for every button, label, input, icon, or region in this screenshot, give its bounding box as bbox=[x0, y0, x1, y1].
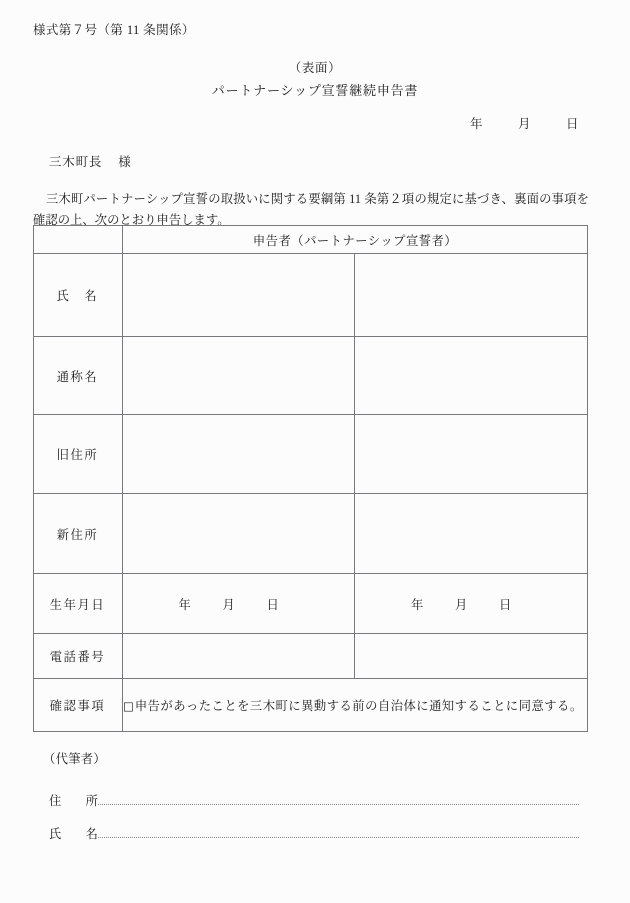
old-address-field-person-a[interactable] bbox=[123, 415, 355, 494]
row-label-old-address: 旧住所 bbox=[34, 415, 123, 494]
row-label-birthdate: 生年月日 bbox=[34, 574, 123, 634]
addressee-line bbox=[49, 152, 132, 170]
proxy-name-input[interactable] bbox=[98, 836, 579, 838]
phone-field-person-a[interactable] bbox=[123, 634, 355, 679]
document-title: パートナーシップ宣誓継続申告書 bbox=[211, 83, 419, 98]
proxy-address-input[interactable] bbox=[98, 803, 579, 805]
table-row-confirmation bbox=[34, 679, 588, 732]
form-number-label: 様式第７号（第 11 条関係） bbox=[33, 23, 195, 37]
confirmation-consent-item[interactable] bbox=[123, 679, 588, 732]
birth-year-label-a: 年 bbox=[178, 597, 192, 612]
confirmation-consent-text: 申告があったことを三木町に異動する前の自治体に通知することに同意する。 bbox=[134, 699, 583, 713]
addressee-honorific: 様 bbox=[118, 155, 132, 169]
name-field-person-b[interactable] bbox=[355, 254, 588, 337]
table-row-new-address bbox=[34, 494, 588, 574]
date-month-label: 月 bbox=[518, 117, 531, 131]
old-address-field-person-b[interactable] bbox=[355, 415, 588, 494]
date-day-label: 日 bbox=[566, 117, 579, 131]
page-side-label: （表面） bbox=[288, 61, 342, 75]
proxy-writer-heading: （代筆者） bbox=[43, 752, 106, 766]
birthdate-field-person-b[interactable] bbox=[355, 574, 588, 634]
birth-day-label-a: 日 bbox=[266, 597, 280, 612]
checkbox-icon[interactable]: □ bbox=[123, 699, 135, 713]
table-corner-cell bbox=[34, 226, 123, 254]
table-row-phone bbox=[34, 634, 588, 679]
table-header-row bbox=[34, 226, 588, 254]
birth-day-label-b: 日 bbox=[499, 597, 512, 612]
declarant-table bbox=[33, 225, 588, 732]
birth-month-label-a: 月 bbox=[222, 597, 236, 612]
intro-paragraph: 三木町パートナーシップ宣誓の取扱いに関する要綱第 11 条第２項の規定に基づき、裏面の事項を確認の上、次のとおり申告します。 bbox=[33, 192, 589, 227]
new-address-field-person-b[interactable] bbox=[355, 494, 588, 574]
alias-field-person-b[interactable] bbox=[355, 337, 588, 415]
table-row-alias bbox=[34, 337, 588, 415]
phone-field-person-b[interactable] bbox=[355, 634, 588, 679]
addressee-office: 三木町長 bbox=[49, 155, 103, 169]
alias-field-person-a[interactable] bbox=[123, 337, 355, 415]
table-header-declarant: 申告者（パートナーシップ宣誓者） bbox=[123, 226, 588, 254]
row-label-name: 氏 名 bbox=[34, 254, 123, 337]
date-year-label: 年 bbox=[470, 117, 483, 131]
name-field-person-a[interactable] bbox=[123, 254, 355, 337]
row-label-alias: 通称名 bbox=[34, 337, 123, 415]
new-address-field-person-a[interactable] bbox=[123, 494, 355, 574]
birth-year-label-b: 年 bbox=[411, 597, 424, 612]
birthdate-field-person-a[interactable] bbox=[123, 574, 355, 634]
table-row-birthdate bbox=[34, 574, 588, 634]
row-label-confirmation: 確認事項 bbox=[34, 679, 123, 732]
proxy-address-row bbox=[49, 791, 579, 809]
table-row-name bbox=[34, 254, 588, 337]
row-label-phone: 電話番号 bbox=[34, 634, 123, 679]
table-row-old-address bbox=[34, 415, 588, 494]
proxy-name-row bbox=[49, 824, 579, 842]
birth-month-label-b: 月 bbox=[455, 597, 468, 612]
row-label-new-address: 新住所 bbox=[34, 494, 123, 574]
proxy-name-label: 氏 名 bbox=[49, 827, 104, 841]
proxy-address-label: 住 所 bbox=[49, 794, 104, 808]
submission-date-line bbox=[33, 114, 588, 132]
